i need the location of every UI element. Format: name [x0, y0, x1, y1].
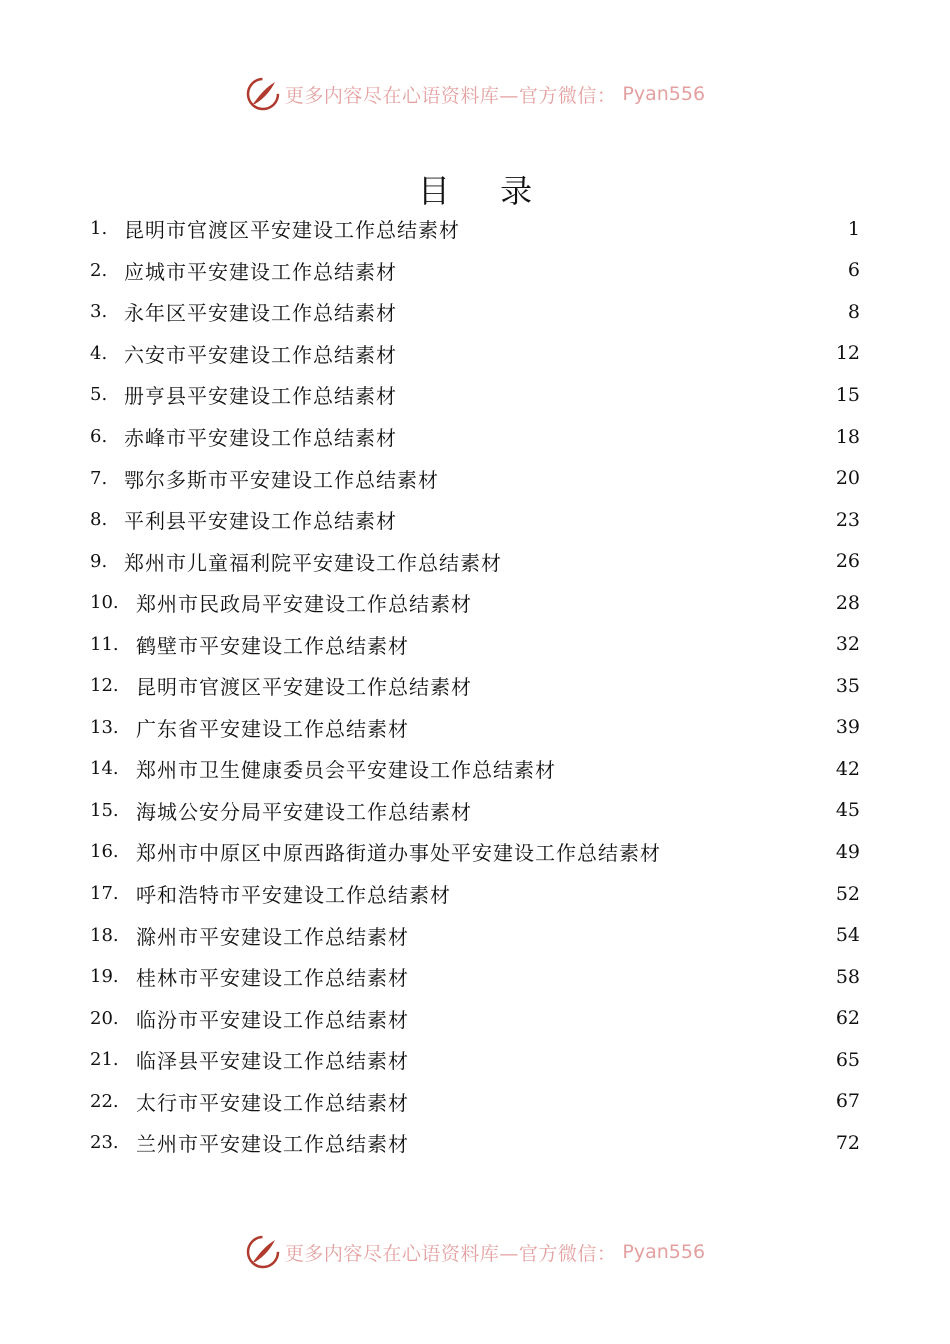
toc-entry-number: 10.: [90, 592, 119, 614]
toc-entry-title: 册亨县平安建设工作总结素材: [124, 384, 397, 409]
footer-banner: [0, 1232, 950, 1272]
toc-entry[interactable]: [90, 1122, 860, 1164]
toc-entry[interactable]: [90, 374, 860, 416]
toc-entry-page: 15: [835, 383, 860, 406]
toc-entry[interactable]: [90, 540, 860, 582]
toc-entry-title: 郑州市民政局平安建设工作总结素材: [136, 592, 472, 617]
toc-entry-page: 23: [835, 508, 860, 531]
toc-entry-number: 15.: [90, 799, 119, 821]
toc-entry-page: 72: [835, 1131, 860, 1154]
toc-entry-title: 临泽县平安建设工作总结素材: [136, 1049, 409, 1074]
toc-entry-number: 3.: [90, 301, 108, 323]
header-banner: [0, 74, 950, 114]
toc-entry[interactable]: [90, 956, 860, 998]
toc-entry-title: 鹤壁市平安建设工作总结素材: [136, 633, 409, 658]
toc-entry-title: 太行市平安建设工作总结素材: [136, 1090, 409, 1115]
toc-entry-number: 9.: [90, 550, 108, 572]
toc-entry[interactable]: [90, 831, 860, 873]
toc-entry-number: 16.: [90, 841, 119, 863]
toc-entry-page: 6: [847, 259, 860, 282]
toc-entry-number: 7.: [90, 467, 108, 489]
toc-entry-title: 永年区平安建设工作总结素材: [124, 301, 397, 326]
toc-entry-page: 42: [835, 757, 860, 780]
toc-entry[interactable]: [90, 208, 860, 250]
toc-entry-title: 郑州市中原区中原西路街道办事处平安建设工作总结素材: [136, 841, 661, 866]
banner-wechat-id: Pyan556: [622, 83, 706, 105]
table-of-contents: [90, 208, 860, 1164]
toc-entry-title: 六安市平安建设工作总结素材: [124, 342, 397, 367]
toc-entry-page: 1: [847, 217, 860, 240]
toc-entry-title: 赤峰市平安建设工作总结素材: [124, 426, 397, 450]
toc-entry-number: 1.: [90, 218, 108, 240]
feather-logo-icon: [245, 76, 281, 112]
toc-entry-page: 18: [835, 425, 860, 448]
toc-entry-page: 20: [835, 467, 860, 490]
toc-entry-number: 11.: [90, 633, 119, 655]
toc-entry-title: 海城公安分局平安建设工作总结素材: [136, 799, 472, 824]
toc-entry-number: 20.: [90, 1007, 119, 1029]
toc-entry-number: 19.: [90, 966, 119, 988]
toc-entry-title: 郑州市卫生健康委员会平安建设工作总结素材: [136, 758, 556, 783]
toc-entry-title: 临汾市平安建设工作总结素材: [136, 1007, 409, 1032]
toc-entry[interactable]: [90, 997, 860, 1039]
toc-entry-title: 平利县平安建设工作总结素材: [124, 509, 397, 534]
toc-entry-number: 14.: [90, 758, 119, 780]
toc-entry[interactable]: [90, 914, 860, 956]
toc-entry-page: 54: [835, 924, 860, 947]
toc-entry-number: 8.: [90, 509, 108, 531]
toc-entry-title: 郑州市儿童福利院平安建设工作总结素材: [124, 550, 502, 575]
toc-entry-title: 应城市平安建设工作总结素材: [124, 259, 397, 284]
toc-entry[interactable]: [90, 250, 860, 292]
toc-entry-title: 桂林市平安建设工作总结素材: [136, 966, 409, 991]
banner-text: 更多内容尽在心语资料库—官方微信：: [284, 84, 617, 107]
toc-entry-number: 13.: [90, 716, 119, 738]
toc-entry-page: 39: [835, 716, 860, 739]
toc-entry[interactable]: [90, 748, 860, 790]
toc-entry[interactable]: [90, 1080, 860, 1122]
toc-entry-page: 26: [835, 550, 860, 573]
toc-entry[interactable]: [90, 582, 860, 624]
toc-entry[interactable]: [90, 1039, 860, 1081]
toc-entry-number: 2.: [90, 259, 108, 281]
toc-entry-page: 49: [835, 840, 860, 863]
toc-entry-title: 昆明市官渡区平安建设工作总结素材: [136, 675, 472, 700]
toc-entry-number: 17.: [90, 883, 119, 905]
toc-entry-title: 鄂尔多斯市平安建设工作总结素材: [124, 467, 439, 492]
toc-entry[interactable]: [90, 665, 860, 707]
feather-logo-icon: [245, 1234, 281, 1270]
toc-entry-number: 4.: [90, 342, 108, 364]
toc-entry[interactable]: [90, 499, 860, 541]
toc-entry-page: 52: [835, 882, 860, 905]
toc-entry-number: 23.: [90, 1132, 119, 1154]
toc-entry-title: 呼和浩特市平安建设工作总结素材: [136, 883, 451, 908]
toc-entry-page: 12: [835, 342, 860, 365]
toc-entry[interactable]: [90, 707, 860, 749]
toc-entry[interactable]: [90, 623, 860, 665]
toc-entry[interactable]: [90, 416, 860, 458]
toc-entry-page: 45: [835, 799, 860, 822]
toc-entry-number: 12.: [90, 675, 119, 697]
toc-entry-number: 21.: [90, 1049, 119, 1071]
toc-entry-number: 6.: [90, 426, 108, 447]
toc-entry-page: 35: [835, 674, 860, 697]
toc-entry[interactable]: [90, 457, 860, 499]
banner-text: 更多内容尽在心语资料库—官方微信：: [284, 1242, 617, 1265]
banner-wechat-id: Pyan556: [622, 1241, 706, 1263]
toc-entry-page: 8: [847, 300, 860, 323]
page-title: 目 录: [417, 172, 553, 210]
toc-entry-title: 滁州市平安建设工作总结素材: [136, 924, 409, 949]
toc-entry-number: 18.: [90, 924, 119, 946]
toc-entry-page: 67: [835, 1090, 860, 1113]
toc-entry[interactable]: [90, 333, 860, 375]
toc-entry-page: 65: [835, 1048, 860, 1071]
toc-entry-title: 广东省平安建设工作总结素材: [136, 716, 409, 741]
toc-entry[interactable]: [90, 873, 860, 915]
toc-entry[interactable]: [90, 790, 860, 832]
toc-entry-title: 昆明市官渡区平安建设工作总结素材: [124, 218, 460, 243]
toc-entry-page: 32: [835, 633, 860, 656]
toc-entry[interactable]: [90, 291, 860, 333]
toc-entry-number: 5.: [90, 384, 108, 406]
toc-entry-page: 62: [835, 1007, 860, 1030]
toc-entry-page: 28: [835, 591, 860, 614]
toc-entry-title: 兰州市平安建设工作总结素材: [136, 1132, 409, 1157]
toc-entry-page: 58: [835, 965, 860, 988]
toc-entry-number: 22.: [90, 1090, 119, 1112]
